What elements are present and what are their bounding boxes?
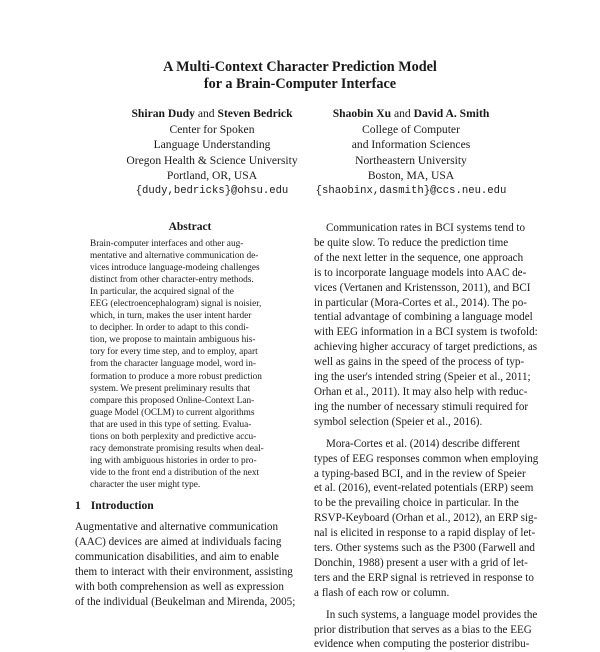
text-line: nal is elicited in response to a rapid display of let- xyxy=(314,527,536,540)
text-line: et al. (2016), event-related potentials (ERP) seem xyxy=(314,482,534,495)
abstract-heading: Abstract xyxy=(168,221,212,233)
text-line: with both comprehension as well as expression xyxy=(75,580,284,593)
text-line: prior distribution that serves as a bias to the EEG xyxy=(314,623,532,636)
affiliation-line: College of Computer xyxy=(362,122,460,136)
text-line: types of EEG responses common when employing xyxy=(314,452,539,465)
text-line: tions on both perplexity and predictive accu- xyxy=(90,431,257,442)
author-name: David A. Smith xyxy=(413,107,490,120)
text-line: racy demonstrate promising results when deal- xyxy=(90,443,264,454)
right-column xyxy=(314,221,542,652)
author-conjunction: and xyxy=(393,107,411,120)
title-line: for a Brain-Computer Interface xyxy=(203,76,397,92)
abstract-body xyxy=(90,238,290,491)
text-line: compare this proposed Online-Context Lan- xyxy=(90,395,255,406)
text-line: vices (Vertanen and Kristensson, 2011), and BCI xyxy=(314,281,531,294)
text-line: mentative and alternative communication de- xyxy=(90,251,259,262)
section-title: Introduction xyxy=(90,499,154,512)
author-name: Shaobin Xu xyxy=(332,107,392,120)
author-block-left xyxy=(97,106,327,199)
text-line: tion, we propose to maintain ambiguous his- xyxy=(90,335,256,346)
text-line: Orhan et al., 2011). It may also help with reduc- xyxy=(314,385,528,398)
paper-title xyxy=(0,59,600,93)
text-line: (AAC) devices are aimed at individuals facing xyxy=(75,535,282,548)
text-line: a typing-based BCI, and in the review of Speier xyxy=(314,467,526,480)
affiliation-line: Oregon Health & Science University xyxy=(126,153,298,167)
paragraph xyxy=(314,608,542,652)
text-line: formation to produce a more robust prediction xyxy=(90,371,262,382)
text-line: tory for every time step, and to employ, apart xyxy=(90,347,258,358)
text-line: with EEG information in a BCI system is twofold: xyxy=(314,326,538,339)
author-name: Steven Bedrick xyxy=(217,107,293,120)
text-line: Brain-computer interfaces and other aug- xyxy=(90,239,244,249)
author-names xyxy=(97,106,327,122)
section-heading xyxy=(75,499,154,512)
text-line: be quite slow. To reduce the prediction time xyxy=(314,236,509,249)
text-line: distinct from other character-entry methods. xyxy=(90,275,254,286)
text-line: Mora-Cortes et al. (2014) describe different xyxy=(326,437,520,450)
text-line: ters. Other systems such as the P300 (Farwell and xyxy=(314,542,535,555)
introduction-body xyxy=(75,520,303,609)
text-line: that are used in this type of setting. Evalua- xyxy=(90,419,252,430)
text-line: of the individual (Beukelman and Mirenda, 2005; xyxy=(75,595,296,608)
text-line: them to interact with their environment, assisting xyxy=(75,565,293,578)
text-line: in particular (Mora-Cortes et al., 2014). The po- xyxy=(314,296,527,309)
affiliation-line: Language Understanding xyxy=(153,138,271,151)
text-line: to decipher. In order to adapt to this condi- xyxy=(90,323,249,334)
text-line: In particular, the acquired signal of the xyxy=(90,287,234,298)
text-line: achieving higher accuracy of target predictions, as xyxy=(314,341,538,354)
text-line: from the character language model, word in- xyxy=(90,359,256,370)
text-line: ing with ambiguous histories in order to pro- xyxy=(90,455,257,466)
text-line: Donchin, 1988) present a user with a grid of let- xyxy=(314,556,528,569)
text-line: to be the prevailing choice in particular. In the xyxy=(314,497,519,510)
affiliation-line: Northeastern University xyxy=(355,153,467,167)
affiliation-line: Center for Spoken xyxy=(169,122,255,136)
author-email: {shaobinx,dasmith}@ccs.neu.edu xyxy=(315,184,507,197)
text-line: ters and the ERP signal is retrieved in response to xyxy=(314,571,534,584)
text-line: well as gains in the speed of the process of typ- xyxy=(314,356,525,369)
text-line: which, in turn, makes the user intent harder xyxy=(90,311,252,322)
author-name: Shiran Dudy xyxy=(131,107,195,120)
title-line: A Multi-Context Character Prediction Model xyxy=(163,59,437,75)
text-line: a flash of each row or column. xyxy=(314,586,450,599)
text-line: ing the user's intended string (Speier et al., 2011; xyxy=(314,371,531,384)
text-line: Communication rates in BCI systems tend to xyxy=(326,222,526,234)
affiliation-line: and Information Sciences xyxy=(351,138,471,151)
affiliation-line: Boston, MA, USA xyxy=(367,169,455,182)
paragraph xyxy=(314,437,542,601)
text-line: evidence when computing the posterior distribu- xyxy=(314,638,530,651)
text-line: system. We present preliminary results that xyxy=(90,383,251,394)
text-line: of the next letter in the sequence, one approach xyxy=(314,251,524,264)
author-block-right xyxy=(296,106,526,199)
text-line: In such systems, a language model provides the xyxy=(326,608,538,621)
text-line: character the user might type. xyxy=(90,479,201,490)
text-line: symbol selection (Speier et al., 2016). xyxy=(314,415,483,428)
affiliation-line: Portland, OR, USA xyxy=(166,169,258,182)
text-line: vide to the front end a distribution of the next xyxy=(90,467,260,478)
section-number: 1 xyxy=(75,499,81,512)
paragraph xyxy=(314,221,542,430)
text-line: tential advantage of combining a language model xyxy=(314,311,533,324)
text-line: vices introduce language-modeing challenges xyxy=(90,263,260,274)
text-line: Augmentative and alternative communication xyxy=(75,521,279,533)
author-names xyxy=(296,106,526,122)
text-line: EEG (electroencephalogram) signal is noisier, xyxy=(90,299,262,310)
text-line: RSVP-Keyboard (Orhan et al., 2012), an ERP sig- xyxy=(314,512,538,525)
text-line: ing the number of necessary stimuli required for xyxy=(314,400,529,413)
text-line: guage Model (OCLM) to current algorithms xyxy=(90,407,255,418)
text-line: is to incorporate language models into AAC de- xyxy=(314,266,527,279)
author-conjunction: and xyxy=(197,107,215,120)
author-email: {dudy,bedricks}@ohsu.edu xyxy=(135,184,289,197)
text-line: communication disabilities, and aim to enable xyxy=(75,550,279,563)
